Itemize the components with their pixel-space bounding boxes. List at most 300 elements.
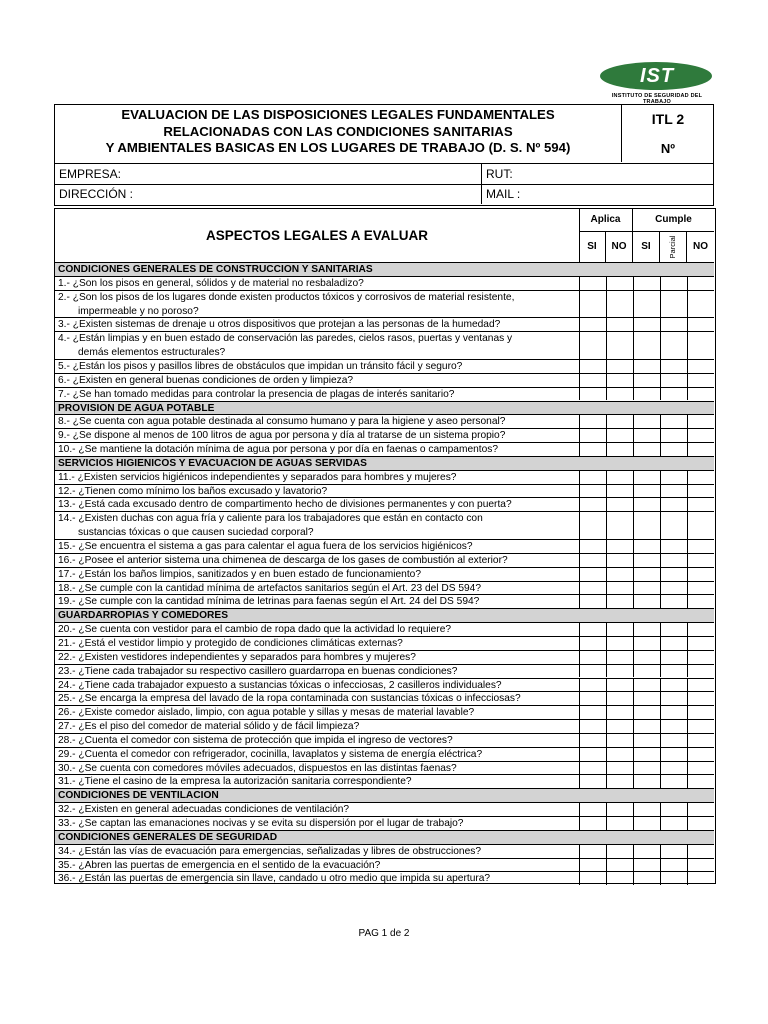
answer-cell-1[interactable] (579, 388, 580, 401)
question-line: 8.- ¿Se cuenta con agua potable destinada al consumo humano y para la higiene y aseo personal? (58, 416, 506, 428)
answer-cell-1[interactable] (579, 540, 580, 553)
answer-cell-1[interactable] (579, 803, 580, 816)
question-text (58, 332, 578, 360)
question-row (55, 484, 714, 498)
answer-cell-4[interactable] (660, 554, 661, 567)
answer-cell-2[interactable] (606, 595, 607, 608)
answer-cell-2[interactable] (606, 388, 607, 401)
answer-cell-5[interactable] (687, 692, 688, 705)
question-row (55, 747, 714, 761)
question-line: 36.- ¿Están las puertas de emergencia sin llave, candado u otro medio que impida su apertura? (58, 873, 491, 885)
answer-cell-4[interactable] (660, 291, 661, 318)
answer-cell-5[interactable] (687, 429, 688, 442)
answer-cell-4[interactable] (660, 512, 661, 539)
answer-cell-1[interactable] (579, 748, 580, 761)
question-row (55, 553, 714, 567)
answer-cell-3[interactable] (633, 360, 634, 373)
question-row (55, 705, 714, 719)
question-line: 11.- ¿Existen servicios higiénicos independientes y separados para hombres y mujeres? (58, 471, 457, 483)
answer-cell-3[interactable] (633, 277, 634, 290)
question-row (55, 442, 714, 456)
answer-cell-4[interactable] (660, 415, 661, 428)
question-row (55, 276, 714, 290)
answer-cell-2[interactable] (606, 429, 607, 442)
answer-cell-5[interactable] (687, 734, 688, 747)
question-line: 10.- ¿Se mantiene la dotación mínima de agua por persona y por día en faenas o campamentos? (58, 444, 499, 456)
section-title: CONDICIONES GENERALES DE CONSTRUCCION Y SANITARIAS (58, 264, 373, 275)
answer-cell-4[interactable] (660, 637, 661, 650)
answer-cell-1[interactable] (579, 291, 580, 318)
question-line: sustancias tóxicas o que causen suciedad corporal? (78, 527, 314, 539)
answer-cell-2[interactable] (606, 277, 607, 290)
answer-cell-5[interactable] (687, 665, 688, 678)
question-line: 21.- ¿Está el vestidor limpio y protegido de condiciones climáticas externas? (58, 637, 403, 649)
answer-cell-2[interactable] (606, 679, 607, 692)
answer-cell-2[interactable] (606, 623, 607, 636)
question-text (58, 498, 578, 512)
question-text (58, 679, 578, 693)
answer-cell-1[interactable] (579, 734, 580, 747)
question-line: 4.- ¿Están limpias y en buen estado de conservación las paredes, cielos rasos, puertas y ventanas y (58, 333, 513, 345)
answer-cell-5[interactable] (687, 554, 688, 567)
answer-cell-1[interactable] (579, 720, 580, 733)
question-text (58, 415, 578, 429)
question-row (55, 733, 714, 747)
section-title: SERVICIOS HIGIENICOS Y EVACUACION DE AGUAS SERVIDAS (58, 457, 367, 469)
answer-cell-4[interactable] (660, 360, 661, 373)
answer-cell-3[interactable] (633, 775, 634, 788)
answer-cell-5[interactable] (687, 277, 688, 290)
title-line-3: Y AMBIENTALES BASICAS EN LOS LUGARES DE TRABAJO (D. S. Nº 594) (105, 140, 571, 155)
question-row (55, 858, 714, 872)
answer-cell-3[interactable] (633, 498, 634, 511)
answer-cell-3[interactable] (633, 415, 634, 428)
question-text (58, 720, 578, 734)
answer-cell-4[interactable] (660, 679, 661, 692)
answer-cell-4[interactable] (660, 720, 661, 733)
section-title: CONDICIONES DE VENTILACION (58, 790, 219, 802)
answer-cell-5[interactable] (687, 360, 688, 373)
direccion-field[interactable]: DIRECCIÓN : (59, 187, 134, 201)
answer-cell-3[interactable] (633, 485, 634, 498)
question-line: 14.- ¿Existen duchas con agua fría y caliente para los trabajadores que están en contacto con (58, 513, 483, 525)
question-line: 6.- ¿Existen en general buenas condiciones de orden y limpieza? (58, 374, 354, 386)
question-text (58, 318, 578, 332)
answer-cell-2[interactable] (606, 485, 607, 498)
column-header-1: SI (579, 232, 606, 262)
answer-cell-1[interactable] (579, 568, 580, 581)
question-line: 13.- ¿Está cada excusado dentro de compartimento hecho de divisiones permanentes y con puerta? (58, 499, 512, 511)
form-number-label: Nº (660, 141, 676, 156)
answer-cell-4[interactable] (660, 872, 661, 885)
answer-cell-5[interactable] (687, 651, 688, 664)
answer-cell-5[interactable] (687, 374, 688, 387)
answer-cell-2[interactable] (606, 568, 607, 581)
answer-cell-2[interactable] (606, 498, 607, 511)
answer-cell-2[interactable] (606, 540, 607, 553)
page-number: PAG 1 de 2 (358, 928, 410, 939)
answer-cell-5[interactable] (687, 637, 688, 650)
answer-cell-3[interactable] (633, 679, 634, 692)
question-line: 35.- ¿Abren las puertas de emergencia en el sentido de la evacuación? (58, 859, 381, 871)
answer-cell-1[interactable] (579, 277, 580, 290)
answer-cell-3[interactable] (633, 720, 634, 733)
answer-cell-3[interactable] (633, 665, 634, 678)
question-row (55, 664, 714, 678)
section-header-row (55, 401, 714, 415)
document-header (54, 104, 714, 164)
answer-cell-3[interactable] (633, 651, 634, 664)
question-text (58, 817, 578, 831)
answer-cell-3[interactable] (633, 692, 634, 705)
answer-cell-5[interactable] (687, 415, 688, 428)
answer-cell-3[interactable] (633, 623, 634, 636)
answer-cell-5[interactable] (687, 845, 688, 858)
answer-cell-2[interactable] (606, 471, 607, 484)
answer-cell-1[interactable] (579, 845, 580, 858)
answer-cell-3[interactable] (633, 762, 634, 775)
answer-cell-4[interactable] (660, 762, 661, 775)
answer-cell-1[interactable] (579, 554, 580, 567)
answer-cell-4[interactable] (660, 318, 661, 331)
answer-cell-3[interactable] (633, 568, 634, 581)
question-line: 20.- ¿Se cuenta con vestidor para el cambio de ropa dado que la actividad lo requiere? (58, 624, 452, 636)
answer-cell-1[interactable] (579, 817, 580, 830)
answer-cell-5[interactable] (687, 748, 688, 761)
column-header-3: SI (633, 232, 660, 262)
answer-cell-3[interactable] (633, 817, 634, 830)
title-line-1: EVALUACION DE LAS DISPOSICIONES LEGALES FUNDAMENTALES (121, 107, 555, 122)
answer-cell-5[interactable] (687, 720, 688, 733)
answer-cell-3[interactable] (633, 471, 634, 484)
question-row (55, 373, 714, 387)
ist-logo (598, 62, 716, 104)
empresa-field[interactable]: EMPRESA: (59, 167, 122, 181)
answer-cell-5[interactable] (687, 485, 688, 498)
question-line: 15.- ¿Se encuentra el sistema a gas para calentar el agua fuera de los servicios higiénicos? (58, 541, 473, 552)
question-row (55, 497, 714, 511)
answer-cell-4[interactable] (660, 845, 661, 858)
answer-cell-5[interactable] (687, 775, 688, 788)
answer-cell-4[interactable] (660, 692, 661, 705)
answer-cell-4[interactable] (660, 568, 661, 581)
answer-cell-1[interactable] (579, 429, 580, 442)
question-text (58, 485, 578, 499)
answer-cell-1[interactable] (579, 485, 580, 498)
question-line: 32.- ¿Existen en general adecuadas condiciones de ventilación? (58, 804, 350, 816)
answer-cell-4[interactable] (660, 651, 661, 664)
answer-cell-2[interactable] (606, 720, 607, 733)
answer-cell-1[interactable] (579, 762, 580, 775)
answer-cell-1[interactable] (579, 374, 580, 387)
answer-cell-2[interactable] (606, 817, 607, 830)
answer-cell-3[interactable] (633, 595, 634, 608)
question-line: 24.- ¿Tiene cada trabajador expuesto a sustancias tóxicas o infecciosas, 2 casilleros individuales? (58, 679, 502, 691)
question-line: 17.- ¿Están los baños limpios, sanitizados y en buen estado de funcionamiento? (58, 568, 422, 580)
question-text (58, 291, 578, 319)
logo-text: IST (639, 65, 675, 87)
answer-cell-2[interactable] (606, 512, 607, 539)
question-row (55, 317, 714, 331)
answer-cell-5[interactable] (687, 582, 688, 595)
question-row (55, 290, 714, 318)
question-row (55, 470, 714, 484)
answer-cell-1[interactable] (579, 692, 580, 705)
question-line: impermeable y no poroso? (78, 305, 199, 317)
answer-cell-4[interactable] (660, 429, 661, 442)
answer-cell-5[interactable] (687, 595, 688, 608)
answer-cell-1[interactable] (579, 498, 580, 511)
answer-cell-2[interactable] (606, 748, 607, 761)
answer-cell-5[interactable] (687, 443, 688, 456)
answer-cell-3[interactable] (633, 859, 634, 872)
answer-cell-5[interactable] (687, 540, 688, 553)
answer-cell-3[interactable] (633, 540, 634, 553)
answer-cell-2[interactable] (606, 291, 607, 318)
question-row (55, 844, 714, 858)
answer-cell-4[interactable] (660, 374, 661, 387)
section-header-row (55, 262, 714, 276)
answer-cell-4[interactable] (660, 595, 661, 608)
answer-cell-2[interactable] (606, 415, 607, 428)
answer-cell-3[interactable] (633, 318, 634, 331)
question-text (58, 512, 578, 540)
question-line: 28.- ¿Cuenta el comedor con sistema de protección que impida el ingreso de vectores? (58, 734, 453, 746)
answer-cell-1[interactable] (579, 318, 580, 331)
question-text (58, 568, 578, 582)
question-text (58, 540, 578, 554)
question-text (58, 554, 578, 568)
question-text (58, 706, 578, 720)
answer-cell-2[interactable] (606, 318, 607, 331)
question-line: 34.- ¿Están las vías de evacuación para emergencias, señalizadas y libres de obstrucciones? (58, 845, 482, 857)
answer-cell-1[interactable] (579, 859, 580, 872)
answer-cell-3[interactable] (633, 803, 634, 816)
question-line: 19.- ¿Se cumple con la cantidad mínima de letrinas para faenas según el Art. 24 del DS 594? (58, 596, 480, 608)
question-line: 31.- ¿Tiene el casino de la empresa la autorización sanitaria correspondiente? (58, 776, 412, 788)
answer-cell-1[interactable] (579, 415, 580, 428)
question-line: 7.- ¿Se han tomado medidas para controlar la presencia de plagas de interés sanitario? (58, 388, 455, 400)
question-text (58, 872, 578, 886)
answer-cell-1[interactable] (579, 595, 580, 608)
answer-cell-2[interactable] (606, 803, 607, 816)
question-row (55, 331, 714, 359)
answer-cell-1[interactable] (579, 637, 580, 650)
answer-cell-5[interactable] (687, 859, 688, 872)
question-line: 27.- ¿Es el piso del comedor de material sólido y de fácil limpieza? (58, 721, 360, 733)
mail-field[interactable]: MAIL : (481, 184, 713, 204)
answer-cell-1[interactable] (579, 360, 580, 373)
question-row (55, 581, 714, 595)
answer-cell-2[interactable] (606, 665, 607, 678)
answer-cell-5[interactable] (687, 498, 688, 511)
answer-cell-1[interactable] (579, 443, 580, 456)
question-line: 16.- ¿Posee el anterior sistema una chimenea de descarga de los gases de combustión al exterior? (58, 554, 508, 566)
answer-cell-1[interactable] (579, 512, 580, 539)
info-row-empresa (55, 164, 713, 185)
answer-cell-3[interactable] (633, 291, 634, 318)
answer-cell-2[interactable] (606, 845, 607, 858)
answer-cell-3[interactable] (633, 388, 634, 401)
answer-cell-3[interactable] (633, 582, 634, 595)
answer-cell-4[interactable] (660, 332, 661, 359)
answer-cell-3[interactable] (633, 512, 634, 539)
answer-cell-2[interactable] (606, 582, 607, 595)
answer-cell-2[interactable] (606, 734, 607, 747)
question-text (58, 651, 578, 665)
question-text (58, 443, 578, 457)
question-row (55, 414, 714, 428)
column-header-2: NO (606, 232, 633, 262)
question-line: 18.- ¿Se cumple con la cantidad mínima de artefactos sanitarios según el Art. 23 del DS 594? (58, 582, 482, 594)
answer-cell-4[interactable] (660, 485, 661, 498)
answer-cell-4[interactable] (660, 859, 661, 872)
answer-cell-2[interactable] (606, 360, 607, 373)
answer-cell-5[interactable] (687, 388, 688, 401)
answer-cell-2[interactable] (606, 872, 607, 885)
answer-cell-3[interactable] (633, 845, 634, 858)
question-line: 29.- ¿Cuenta el comedor con refrigerador, cocinilla, lavaplatos y sistema de energía eléctrica? (58, 748, 483, 760)
question-line: 1.- ¿Son los pisos en general, sólidos y de material no resbaladizo? (58, 277, 364, 289)
answer-cell-4[interactable] (660, 582, 661, 595)
answer-cell-5[interactable] (687, 291, 688, 318)
answer-cell-4[interactable] (660, 277, 661, 290)
question-row (55, 539, 714, 553)
question-text (58, 623, 578, 637)
answer-cell-4[interactable] (660, 540, 661, 553)
question-text (58, 665, 578, 679)
question-line: 26.- ¿Existe comedor aislado, limpio, con agua potable y sillas y mesas de material lavable? (58, 707, 475, 719)
answer-cell-5[interactable] (687, 471, 688, 484)
answer-cell-4[interactable] (660, 748, 661, 761)
question-row (55, 802, 714, 816)
table-title: ASPECTOS LEGALES A EVALUAR (55, 209, 580, 262)
answer-cell-5[interactable] (687, 623, 688, 636)
logo-subtitle: INSTITUTO DE SEGURIDAD DEL TRABAJO (611, 93, 703, 105)
answer-cell-5[interactable] (687, 512, 688, 539)
form-code: ITL 2 (651, 111, 685, 127)
answer-cell-4[interactable] (660, 817, 661, 830)
question-text (58, 734, 578, 748)
answer-cell-5[interactable] (687, 568, 688, 581)
answer-cell-1[interactable] (579, 471, 580, 484)
section-header-row (55, 608, 714, 622)
question-row (55, 636, 714, 650)
form-code-box (621, 105, 714, 162)
info-row-direccion (55, 184, 713, 204)
column-header-5: NO (693, 241, 708, 252)
answer-cell-4[interactable] (660, 734, 661, 747)
answer-cell-3[interactable] (633, 872, 634, 885)
answer-cell-5[interactable] (687, 706, 688, 719)
answer-cell-2[interactable] (606, 651, 607, 664)
answer-cell-4[interactable] (660, 775, 661, 788)
question-text (58, 803, 578, 817)
answer-cell-1[interactable] (579, 651, 580, 664)
answer-cell-3[interactable] (633, 554, 634, 567)
question-line: 22.- ¿Existen vestidores independientes y separados para hombres y mujeres? (58, 651, 416, 663)
answer-cell-4[interactable] (660, 665, 661, 678)
question-line: 9.- ¿Se dispone al menos de 100 litros de agua por persona y día al tratarse de un sistema propio? (58, 430, 506, 442)
answer-cell-4[interactable] (660, 388, 661, 401)
answer-cell-3[interactable] (633, 748, 634, 761)
question-text (58, 845, 578, 859)
answer-cell-1[interactable] (579, 665, 580, 678)
question-row (55, 511, 714, 539)
question-text (58, 277, 578, 291)
title-line-2: RELACIONADAS CON LAS CONDICIONES SANITARIAS (163, 123, 513, 139)
answer-cell-3[interactable] (633, 374, 634, 387)
answer-cell-4[interactable] (660, 623, 661, 636)
question-text (58, 637, 578, 651)
question-text (58, 595, 578, 609)
question-text (58, 692, 578, 706)
answer-cell-2[interactable] (606, 554, 607, 567)
answer-cell-2[interactable] (606, 859, 607, 872)
answer-cell-2[interactable] (606, 706, 607, 719)
answer-cell-3[interactable] (633, 706, 634, 719)
company-info-block (54, 164, 714, 206)
section-header-row (55, 830, 714, 844)
answer-cell-2[interactable] (606, 374, 607, 387)
answer-cell-3[interactable] (633, 734, 634, 747)
answer-cell-1[interactable] (579, 679, 580, 692)
answer-cell-3[interactable] (633, 637, 634, 650)
answer-cell-1[interactable] (579, 582, 580, 595)
answer-cell-2[interactable] (606, 692, 607, 705)
answer-cell-5[interactable] (687, 872, 688, 885)
answer-cell-3[interactable] (633, 429, 634, 442)
answer-cell-2[interactable] (606, 332, 607, 359)
answer-cell-1[interactable] (579, 332, 580, 359)
rut-field[interactable]: RUT: (481, 164, 713, 184)
answer-cell-4[interactable] (660, 443, 661, 456)
answer-cell-3[interactable] (633, 332, 634, 359)
question-text (58, 429, 578, 443)
question-row (55, 594, 714, 608)
answer-cell-5[interactable] (687, 318, 688, 331)
question-text (58, 374, 578, 388)
answer-cell-2[interactable] (606, 775, 607, 788)
answer-cell-4[interactable] (660, 706, 661, 719)
answer-cell-1[interactable] (579, 775, 580, 788)
question-line: 5.- ¿Están los pisos y pasillos libres de obstáculos que impidan un tránsito fácil y seguro? (58, 360, 463, 372)
answer-cell-4[interactable] (660, 803, 661, 816)
answer-cell-2[interactable] (606, 762, 607, 775)
answer-cell-2[interactable] (606, 443, 607, 456)
answer-cell-5[interactable] (687, 803, 688, 816)
answer-cell-5[interactable] (687, 332, 688, 359)
answer-cell-4[interactable] (660, 498, 661, 511)
answer-cell-5[interactable] (687, 817, 688, 830)
answer-cell-4[interactable] (660, 471, 661, 484)
answer-cell-1[interactable] (579, 623, 580, 636)
document-title (55, 107, 621, 157)
question-line: 33.- ¿Se captan las emanaciones nocivas y se evita su dispersión por el lugar de trabajo? (58, 818, 464, 829)
answer-cell-1[interactable] (579, 872, 580, 885)
answer-cell-5[interactable] (687, 679, 688, 692)
question-text (58, 775, 578, 789)
answer-cell-2[interactable] (606, 637, 607, 650)
question-row (55, 691, 714, 705)
question-text (58, 582, 578, 596)
aplica-header: Aplica (579, 209, 633, 231)
evaluation-table (54, 208, 716, 884)
answer-cell-1[interactable] (579, 706, 580, 719)
answer-cell-3[interactable] (633, 443, 634, 456)
question-row (55, 359, 714, 373)
answer-cell-5[interactable] (687, 762, 688, 775)
